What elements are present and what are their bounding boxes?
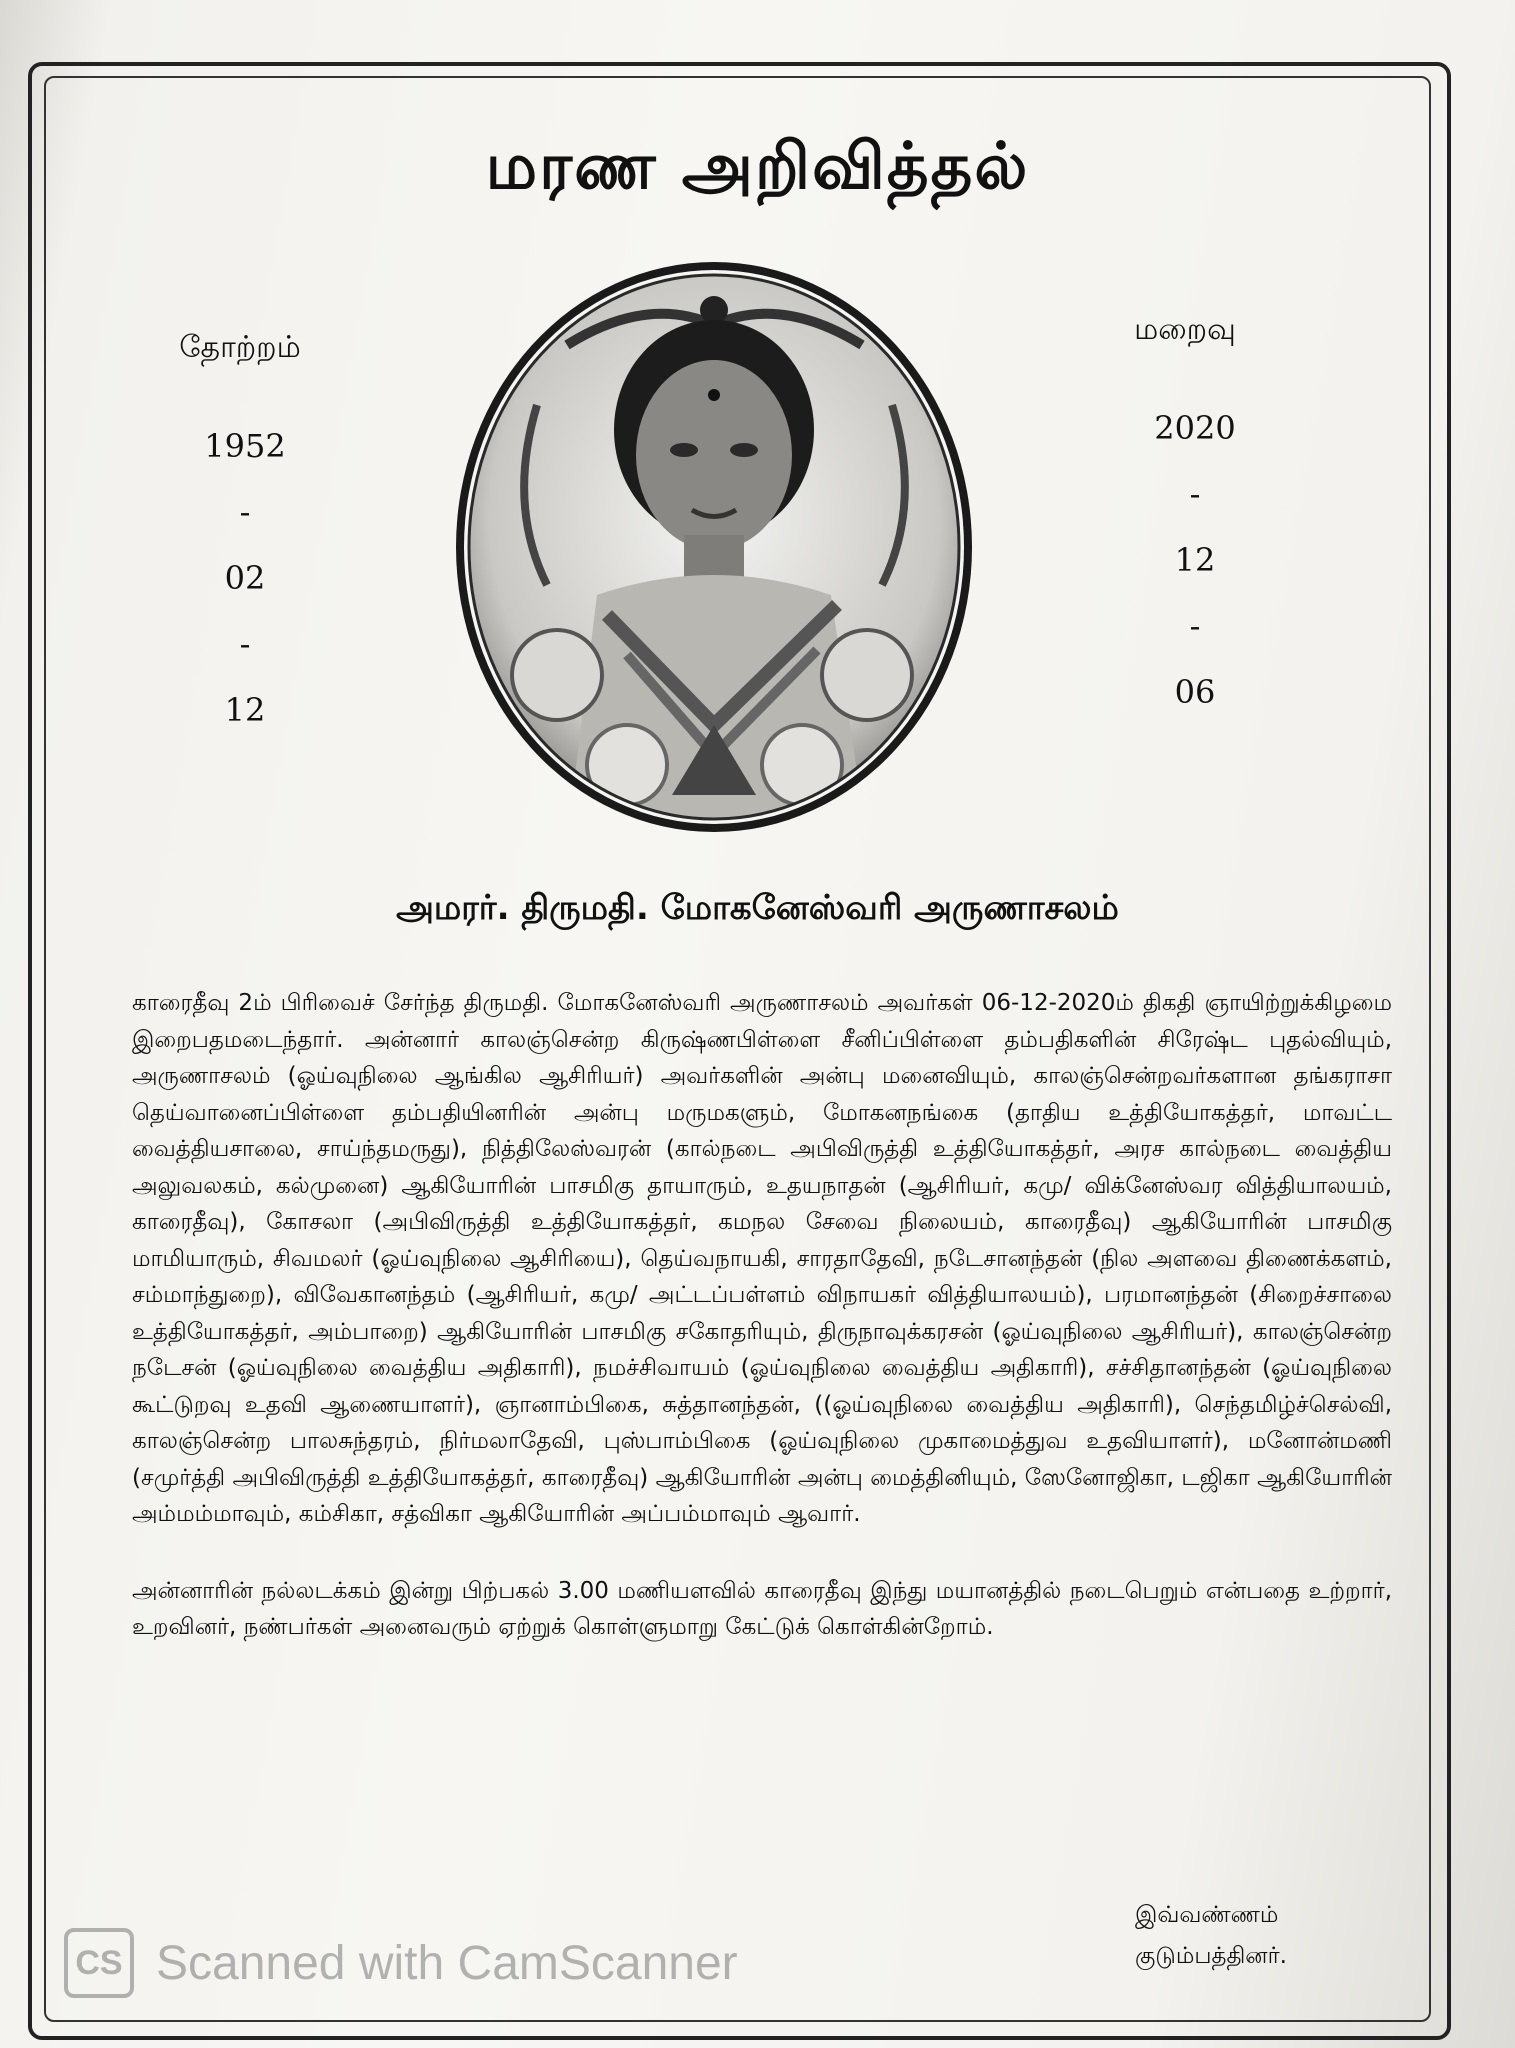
closing-line-2: குடும்பத்தினர். xyxy=(1135,1943,1287,1969)
watermark-text: Scanned with CamScanner xyxy=(156,1936,738,1990)
notice-body xyxy=(132,985,1392,1686)
family-details-paragraph: காரைதீவு 2ம் பிரிவைச் சேர்ந்த திருமதி. மோகனேஸ்வரி அருணாசலம் அவர்கள் 06-12-2020ம் திகதி ஞாயிற்றுக்கிழமை இறைபதமடைந்தார். அன்னார் காலஞ்சென்ற கிருஷ்ணபிள்ளை சீனிப்பிள்ளை தம்பதிகளின் சிரேஷ்ட புதல்வியும், அருணாசலம் (ஓய்வுநிலை ஆங்கில ஆசிரியர்) அவர்களின் அன்பு மனைவியும், காலஞ்சென்றவர்களான தங்கராசா தெய்வானைப்பிள்ளை தம்பதியினரின் அன்பு மருமகளும், மோகனநங்கை (தாதிய உத்தியோகத்தர், மாவட்ட வைத்தியசாலை, சாய்ந்தமருது), நித்திலேஸ்வரன் (கால்நடை அபிவிருத்தி உத்தியோகத்தர், அரச கால்நடை வைத்திய அலுவலகம், கல்முனை) ஆகியோரின் பாசமிகு தாயாரும், உதயநாதன் (ஆசிரியர், கமு/ விக்னேஸ்வர வித்தியாலயம், காரைதீவு), கோசலா (அபிவிருத்தி உத்தியோகத்தர், கமநல சேவை நிலையம், காரைதீவு) ஆகியோரின் பாசமிகு மாமியாரும், சிவமலர் (ஓய்வுநிலை ஆசிரியை), தெய்வநாயகி, சாரதாதேவி, நடேசானந்தன் (நில அளவை திணைக்களம், சம்மாந்துறை), விவேகானந்தம் (ஆசிரியர், கமு/ அட்டப்பள்ளம் விநாயகர் வித்தியாலயம்), பரமானந்தன் (சிறைச்சாலை உத்தியோகத்தர், அம்பாறை) ஆகியோரின் பாசமிகு சகோதரியும், திருநாவுக்கரசன் (ஓய்வுநிலை ஆசிரியர்), காலஞ்சென்ற நடேசன் (ஓய்வுநிலை வைத்திய அதிகாரி), நமச்சிவாயம் (ஓய்வுநிலை வைத்திய அதிகாரி), சச்சிதானந்தன் (ஓய்வுநிலை கூட்டுறவு உதவி ஆணையாளர்), ஞானாம்பிகை, சுத்தானந்தன், ((ஓய்வுநிலை வைத்திய அதிகாரி), செந்தமிழ்ச்செல்வி, காலஞ்சென்ற பாலசுந்தரம், நிர்மலாதேவி, புஸ்பாம்பிகை (ஓய்வுநிலை முகாமைத்துவ உதவியாளர்), மனோன்மணி (சமுர்த்தி அபிவிருத்தி உத்தியோகத்தர், காரைதீவு) ஆகியோரின் அன்பு மைத்தினியும், ஸேனோஜிகா, டஜிகா ஆகியோரின் அம்மம்மாவும், கம்சிகா, சத்விகா ஆகியோரின் அப்பம்மாவும் ஆவார். xyxy=(132,990,1392,1527)
death-label: மறைவு xyxy=(1134,312,1236,347)
birth-date-column xyxy=(125,330,365,729)
death-year: 2020 xyxy=(1154,409,1236,447)
death-sep-1: - xyxy=(1189,475,1201,513)
death-sep-2: - xyxy=(1189,607,1201,645)
death-day: 06 xyxy=(1174,673,1216,711)
portrait-photo-icon xyxy=(447,255,982,840)
death-month: 12 xyxy=(1174,541,1216,579)
birth-day: 12 xyxy=(224,691,266,729)
camscanner-logo-icon: CS xyxy=(64,1928,134,1998)
death-date-column xyxy=(1075,312,1315,711)
birth-month: 02 xyxy=(224,559,266,597)
closing-line-1: இவ்வண்ணம் xyxy=(1135,1902,1279,1928)
birth-year: 1952 xyxy=(204,427,286,465)
closing-signature xyxy=(1135,1895,1287,1977)
camscanner-watermark xyxy=(64,1928,738,1998)
birth-sep-1: - xyxy=(239,493,251,531)
birth-sep-2: - xyxy=(239,625,251,663)
funeral-details-paragraph: அன்னாரின் நல்லடக்கம் இன்று பிற்பகல் 3.00 மணியளவில் காரைதீவு இந்து மயானத்தில் நடைபெறும் என்பதை உற்றார், உறவினர், நண்பர்கள் அனைவரும் ஏற்றுக் கொள்ளுமாறு கேட்டுக் கொள்கின்றோம். xyxy=(132,1577,1392,1640)
deceased-name: அமரர். திருமதி. மோகனேஸ்வரி அருணாசலம் xyxy=(396,888,1119,928)
birth-label: தோற்றம் xyxy=(179,330,301,365)
notice-title: மரண அறிவித்தல் xyxy=(485,130,1030,204)
